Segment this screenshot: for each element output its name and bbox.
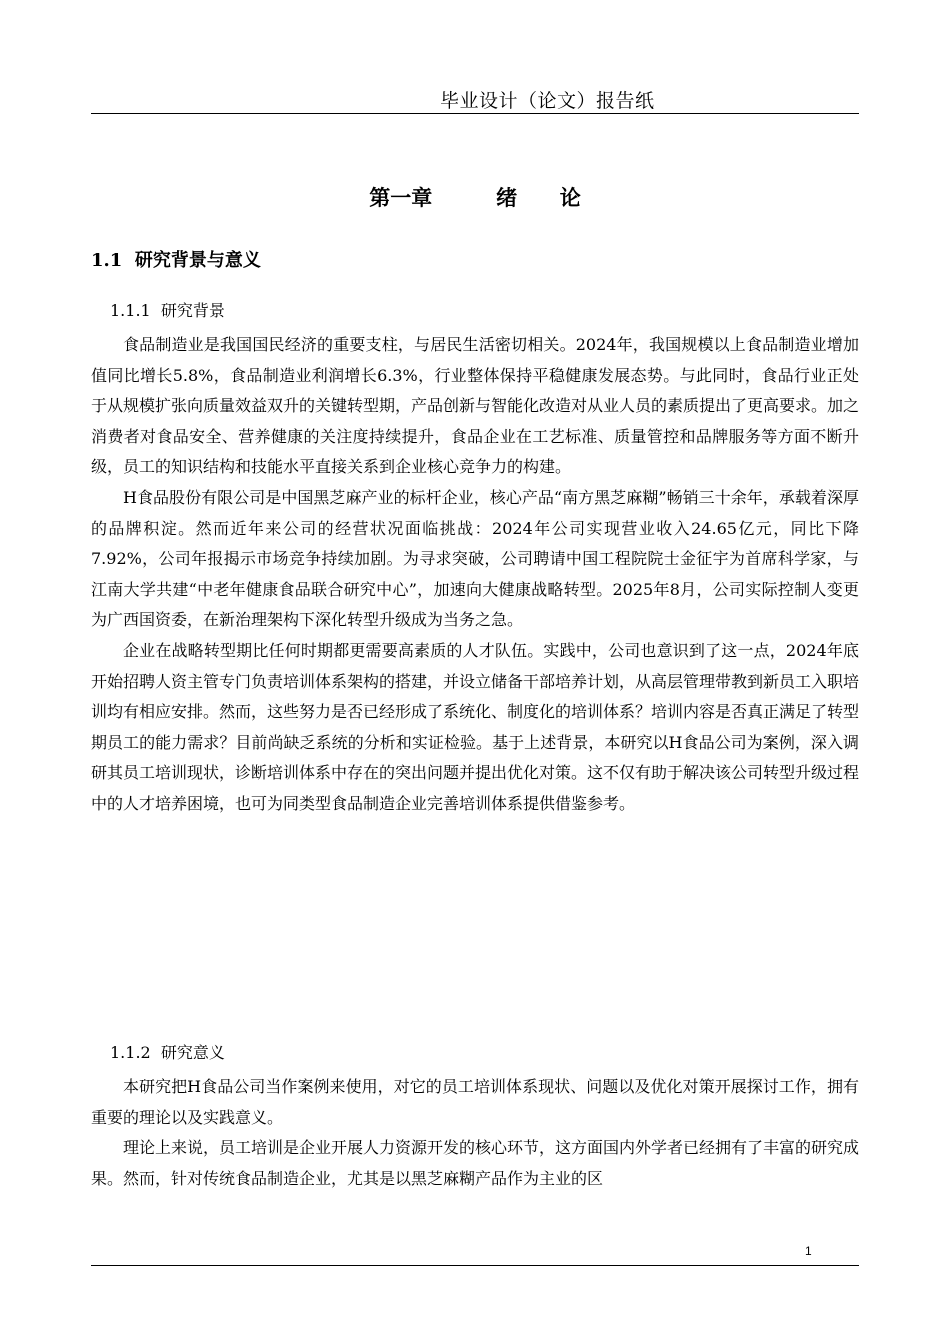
background-body [91, 330, 859, 820]
page-number: 1 [805, 1244, 812, 1258]
paragraph: 本研究把H食品公司当作案例来使用，对它的员工培训体系现状、问题以及优化对策开展探讨工作，拥有重要的理论以及实践意义。 [91, 1077, 859, 1127]
footer-divider [91, 1265, 859, 1266]
significance-body [91, 1072, 859, 1194]
page-header-title: 毕业设计（论文）报告纸 [440, 90, 655, 112]
subsection-heading-1-1-2: 1.1.2 研究意义 [110, 1043, 225, 1062]
subsection-heading-1-1-1: 1.1.1 研究背景 [110, 301, 225, 320]
paragraph: 食品制造业是我国国民经济的重要支柱，与居民生活密切相关。2024年，我国规模以上食品制造业增加值同比增长5.8%，食品制造业利润增长6.3%，行业整体保持平稳健康发展态势。与此同时，食品行业正处于从规模扩张向质量效益双升的关键转型期，产品创新与智能化改造对从业人员的素质提出了更高要求。加之消费者对食品安全、营养健康的关注度持续提升，食品企业在工艺标准、质量管控和品牌服务等方面不断升级，员工的知识结构和技能水平直接关系到企业核心竞争力的构建。 [91, 335, 860, 477]
section-heading-1-1: 1.1 研究背景与意义 [91, 250, 261, 271]
paragraph: 企业在战略转型期比任何时期都更需要高素质的人才队伍。实践中，公司也意识到了这一点，2024年底开始招聘人资主管专门负责培训体系架构的搭建，并设立储备干部培养计划，从高层管理带教到新员工入职培训均有相应安排。然而，这些努力是否已经形成了系统化、制度化的培训体系？培训内容是否真正满足了转型期员工的能力需求？目前尚缺乏系统的分析和实证检验。基于上述背景，本研究以H食品公司为案例，深入调研其员工培训现状，诊断培训体系中存在的突出问题并提出优化对策。这不仅有助于解决该公司转型升级过程中的人才培养困境，也可为同类型食品制造企业完善培训体系提供借鉴参考。 [91, 640, 860, 813]
chapter-title: 第一章 绪 论 [369, 185, 581, 210]
paragraph: 理论上来说，员工培训是企业开展人力资源开发的核心环节，这方面国内外学者已经拥有了丰富的研究成果。然而，针对传统食品制造企业，尤其是以黑芝麻糊产品作为主业的区 [91, 1138, 860, 1188]
header-divider [91, 113, 859, 114]
paragraph: H食品股份有限公司是中国黑芝麻产业的标杆企业，核心产品“南方黑芝麻糊”畅销三十余年，承载着深厚的品牌积淀。然而近年来公司的经营状况面临挑战：2024年公司实现营业收入24.65亿元，同比下降7.92%，公司年报揭示市场竞争持续加剧。为寻求突破，公司聘请中国工程院院士金征宇为首席科学家，与江南大学共建“中老年健康食品联合研究中心”，加速向大健康战略转型。2025年8月，公司实际控制人变更为广西国资委，在新治理架构下深化转型升级成为当务之急。 [91, 487, 859, 630]
